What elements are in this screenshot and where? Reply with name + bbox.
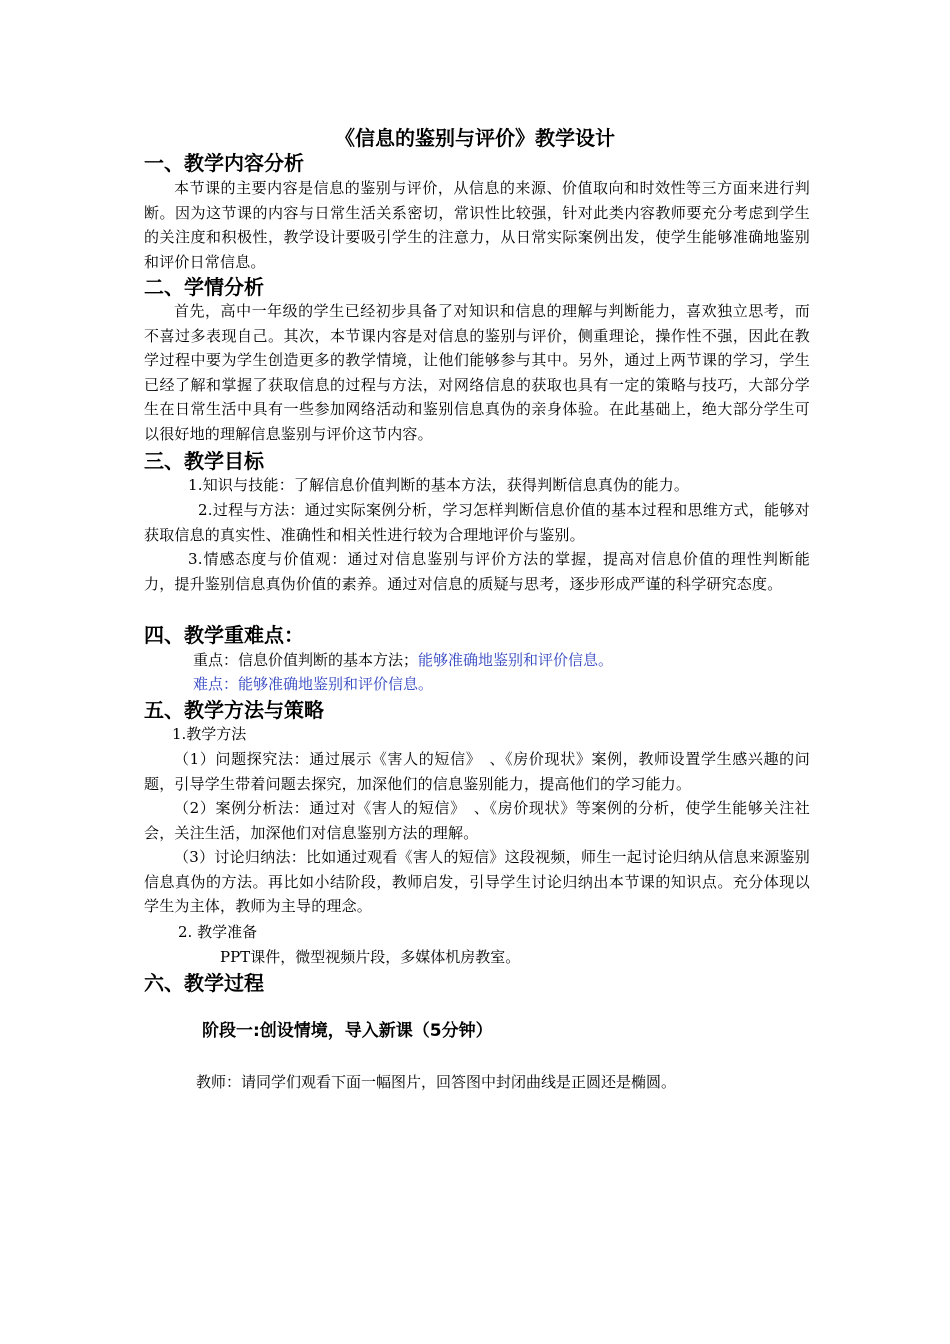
stage-one-heading: 阶段一:创设情境，导入新课（5分钟） <box>202 1021 493 1041</box>
student-analysis-paragraph: 首先，高中一年级的学生已经初步具备了对知识和信息的理解与判断能力，喜欢独立思考，而不喜过多表现自己。其次，本节课内容是对信息的鉴别与评价，侧重理论，操作性不强，因此在教学过程中要为学生创造更多的教学情境，让他们能够参与其中。另外，通过上两节课的学习，学生已经了解和掌握了获取信息的过程与方法，对网络信息的获取也具有一定的策略与技巧，大部分学生在日常生活中具有一些参加网络活动和鉴别信息真伪的亲身体验。在此基础上，绝大部分学生可以很好地的理解信息鉴别与评价这节内容。 <box>144 302 810 443</box>
method-case-analysis: （2）案例分析法：通过对《害人的短信》 、《房价现状》等案例的分析，使学生能够关注社会，关注生活，加深他们对信息鉴别方法的理解。 <box>144 799 810 842</box>
key-point-highlight: 能够准确地鉴别和评价信息。 <box>418 651 614 669</box>
preparation-text: PPT课件，微型视频片段，多媒体机房教室。 <box>220 948 521 966</box>
section-heading-teaching-process: 六、教学过程 <box>144 971 264 995</box>
key-point-line <box>193 648 613 672</box>
goal-emotion-values: 3.情感态度与价值观：通过对信息鉴别与评价方法的掌握，提高对信息价值的理性判断能力，提升鉴别信息真伪价值的素养。通过对信息的质疑与思考，逐步形成严谨的科学研究态度。 <box>144 550 810 593</box>
goal-knowledge-skills: 1.知识与技能：了解信息价值判断的基本方法，获得判断信息真伪的能力。 <box>188 476 690 494</box>
subsection-teaching-preparation: 2. 教学准备 <box>178 923 258 941</box>
difficult-point-line: 难点：能够准确地鉴别和评价信息。 <box>193 675 434 693</box>
content-analysis-paragraph: 本节课的主要内容是信息的鉴别与评价，从信息的来源、价值取向和时效性等三方面来进行判断。因为这节课的内容与日常生活关系密切，常识性比较强，针对此类内容教师要充分考虑到学生的关注度和积极性，教学设计要吸引学生的注意力，从日常实际案例出发，使学生能够准确地鉴别和评价日常信息。 <box>144 179 810 271</box>
section-heading-key-points: 四、教学重难点： <box>144 623 304 647</box>
goal-process-methods: 2.过程与方法：通过实际案例分析，学习怎样判断信息价值的基本过程和思维方式，能够对获取信息的真实性、准确性和相关性进行较为合理地评价与鉴别。 <box>144 501 810 544</box>
section-heading-student-analysis: 二、学情分析 <box>144 275 264 299</box>
method-problem-inquiry: （1）问题探究法：通过展示《害人的短信》 、《房价现状》案例，教师设置学生感兴趣的问题，引导学生带着问题去探究，加深他们的信息鉴别能力，提高他们的学习能力。 <box>144 750 810 793</box>
subsection-teaching-methods: 1.教学方法 <box>172 725 247 743</box>
teacher-instruction: 教师：请同学们观看下面一幅图片，回答图中封闭曲线是正圆还是椭圆。 <box>196 1073 677 1091</box>
document-title: 《信息的鉴别与评价》教学设计 <box>335 126 615 150</box>
section-heading-content-analysis: 一、教学内容分析 <box>144 151 304 175</box>
section-heading-methods-strategies: 五、教学方法与策略 <box>144 698 324 722</box>
section-heading-teaching-goals: 三、教学目标 <box>144 449 264 473</box>
method-discussion-induction: （3）讨论归纳法：比如通过观看《害人的短信》这段视频，师生一起讨论归纳从信息来源鉴别信息真伪的方法。再比如小结阶段，教师启发，引导学生讨论归纳出本节课的知识点。充分体现以学生为主体，教师为主导的理念。 <box>144 848 810 915</box>
key-point-label: 重点：信息价值判断的基本方法； <box>193 651 419 669</box>
